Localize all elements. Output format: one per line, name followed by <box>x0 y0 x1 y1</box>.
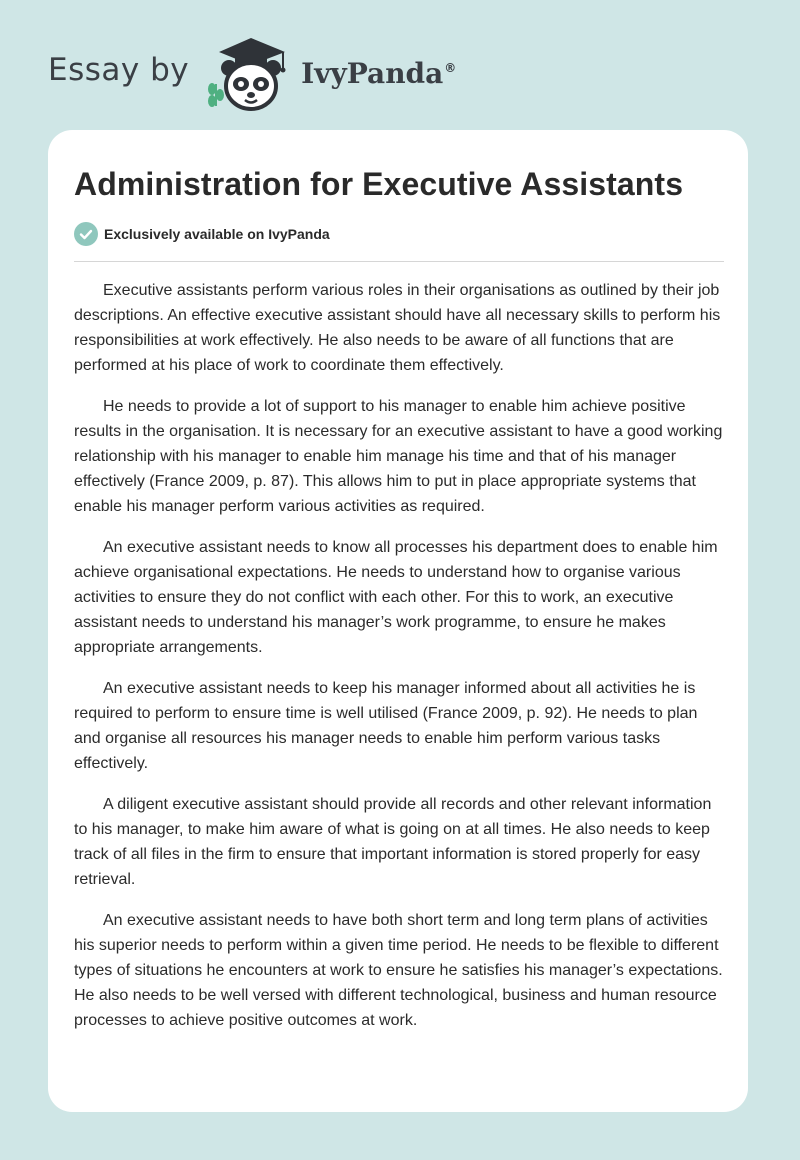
essay-by-label: Essay by <box>48 52 190 88</box>
check-circle-icon <box>74 222 98 246</box>
registered-mark: ® <box>444 61 457 76</box>
essay-body <box>74 278 726 1049</box>
paragraph: An executive assistant needs to know all processes his department does to enable him achieve organisational expectations. He needs to understand how to organise various activities to ensure they do not conflict with each other. For this to work, an executive assistant needs to understand his manager’s work programme, to ensure he makes appropriate arrangements. <box>74 539 718 656</box>
essay-card <box>48 130 748 1112</box>
paragraph: Executive assistants perform various roles in their organisations as outlined by their job descriptions. An effective executive assistant should have all necessary skills to perform his responsibilities at work effectively. He also needs to be aware of all functions that are performed at his place of work to coordinate them effectively. <box>74 282 721 374</box>
paragraph: An executive assistant needs to keep his manager informed about all activities he is required to perform to ensure time is well utilised (France 2009, p. 92). He needs to plan and organise all resources his manager needs to enable him perform various tasks effectively. <box>74 680 698 772</box>
divider <box>74 261 724 262</box>
paragraph: An executive assistant needs to have both short term and long term plans of activities his superior needs to perform within a given time period. He needs to be flexible to different types of situations he encounters at work to ensure he satisfies his manager’s expectations. He also needs to be well versed with different technological, business and human resource processes to achieve positive outcomes at work. <box>74 912 723 1029</box>
exclusive-badge <box>74 222 330 246</box>
exclusive-badge-label: Exclusively available on IvyPanda <box>104 226 330 242</box>
site-header <box>48 34 456 114</box>
page-title: Administration for Executive Assistants <box>74 166 684 202</box>
panda-graduate-logo-icon <box>205 34 297 114</box>
brand-name-text: IvyPanda <box>301 56 444 90</box>
paragraph: He needs to provide a lot of support to his manager to enable him achieve positive results in the organisation. It is necessary for an executive assistant to have a good working relationship with his manager to enable him manage his time and that of his manager effectively (France 2009, p. 87). This allows him to put in place appropriate systems that enable his manager perform various activities as required. <box>74 398 723 515</box>
paragraph: A diligent executive assistant should provide all records and other relevant information to his manager, to make him aware of what is going on at all times. He also needs to keep track of all files in the firm to ensure that important information is stored properly for easy retrieval. <box>74 796 712 888</box>
brand-name <box>301 57 456 90</box>
